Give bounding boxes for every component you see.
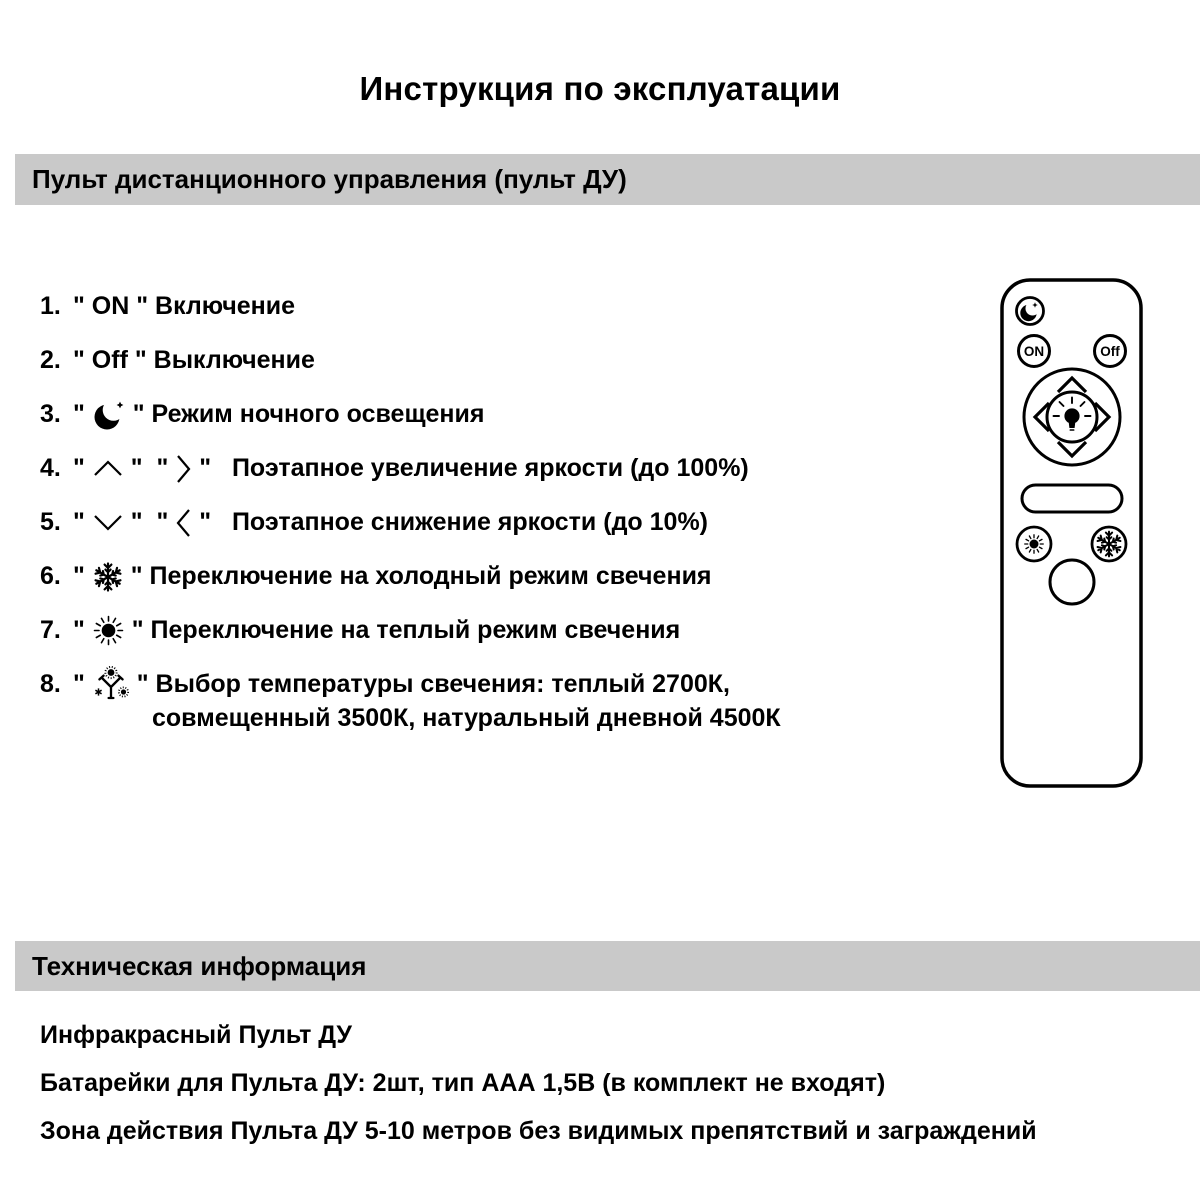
off-button bbox=[1095, 336, 1126, 367]
item-number: 3. bbox=[40, 400, 61, 428]
instruction-list bbox=[40, 290, 980, 754]
item-text: " Off " Выключение bbox=[73, 346, 315, 374]
on-button-label: ON bbox=[1023, 344, 1045, 359]
instruction-item-main bbox=[40, 452, 980, 485]
instruction-item bbox=[40, 506, 980, 539]
item-number: 8. bbox=[40, 670, 61, 698]
item-text: " bbox=[73, 454, 92, 482]
item-number: 2. bbox=[40, 346, 61, 374]
instruction-item bbox=[40, 398, 980, 431]
item-text: " Выбор температуры свечения: теплый 2700К, bbox=[129, 670, 730, 698]
warm-sun-icon bbox=[92, 614, 125, 647]
page-title: Инструкция по эксплуатации bbox=[359, 70, 841, 107]
section-header-tech bbox=[15, 941, 1200, 991]
item-text: " Поэтапное снижение яркости (до 10%) bbox=[192, 508, 709, 536]
item-number: 4. bbox=[40, 454, 61, 482]
tech-info-line: Зона действия Пульта ДУ 5-10 метров без видимых препятствий и заграждений bbox=[40, 1116, 1037, 1145]
item-number: 6. bbox=[40, 562, 61, 590]
tech-info-line: Батарейки для Пульта ДУ: 2шт, тип ААА 1,5В (в комплект не входят) bbox=[40, 1068, 886, 1097]
item-text: " Переключение на холодный режим свечения bbox=[123, 562, 712, 590]
item-text: " " bbox=[123, 508, 176, 536]
section-header-tech-label: Техническая информация bbox=[32, 950, 367, 981]
instruction-item-main bbox=[40, 290, 980, 323]
off-button-label: Off bbox=[1100, 344, 1120, 359]
item-text: " ON " Включение bbox=[73, 292, 295, 320]
item-text: " bbox=[73, 616, 92, 644]
item-number: 1. bbox=[40, 292, 61, 320]
instruction-item-main bbox=[40, 398, 980, 431]
instruction-item-main bbox=[40, 668, 980, 701]
instruction-item bbox=[40, 452, 980, 485]
instruction-item-main bbox=[40, 344, 980, 377]
chevron-up-icon bbox=[92, 459, 124, 478]
tech-info-list bbox=[40, 1019, 1037, 1163]
on-button bbox=[1019, 336, 1050, 367]
chevron-down-icon bbox=[92, 513, 124, 532]
section-header-remote-label: Пульт дистанционного управления (пульт ДУ) bbox=[32, 164, 627, 194]
item-text: " bbox=[73, 670, 92, 698]
cold-mode-button bbox=[1092, 527, 1126, 561]
remote-control-illustration bbox=[1000, 278, 1143, 788]
warm-mode-button bbox=[1017, 527, 1051, 561]
preset-pill-button bbox=[1022, 485, 1122, 512]
item-text: " bbox=[73, 508, 92, 536]
round-button bbox=[1050, 560, 1094, 604]
instruction-item bbox=[40, 290, 980, 323]
item-text: " bbox=[73, 562, 92, 590]
chevron-left-icon bbox=[175, 507, 192, 539]
item-text-continuation: совмещенный 3500К, натуральный дневной 4500К bbox=[152, 704, 781, 732]
item-text: " Поэтапное увеличение яркости (до 100%) bbox=[192, 454, 749, 482]
item-text: " Режим ночного освещения bbox=[125, 400, 485, 428]
instruction-item bbox=[40, 344, 980, 377]
item-number: 5. bbox=[40, 508, 61, 536]
item-text: " bbox=[73, 400, 92, 428]
item-text: " " bbox=[123, 454, 176, 482]
item-text: " Переключение на теплый режим свечения bbox=[124, 616, 681, 644]
tech-info-line: Инфракрасный Пульт ДУ bbox=[40, 1020, 352, 1049]
section-header-remote bbox=[15, 154, 1200, 205]
item-number: 7. bbox=[40, 616, 61, 644]
nav-ring bbox=[1024, 369, 1120, 465]
color-temp-icon bbox=[92, 665, 130, 705]
instruction-item-main bbox=[40, 506, 980, 539]
instruction-item bbox=[40, 614, 980, 647]
moon-star-icon bbox=[92, 398, 126, 432]
instruction-item-main bbox=[40, 560, 980, 593]
instruction-item bbox=[40, 560, 980, 593]
snowflake-icon bbox=[92, 561, 124, 593]
instruction-item-main bbox=[40, 614, 980, 647]
night-mode-button bbox=[1017, 298, 1044, 325]
chevron-right-icon bbox=[175, 453, 192, 485]
instruction-item bbox=[40, 668, 980, 733]
